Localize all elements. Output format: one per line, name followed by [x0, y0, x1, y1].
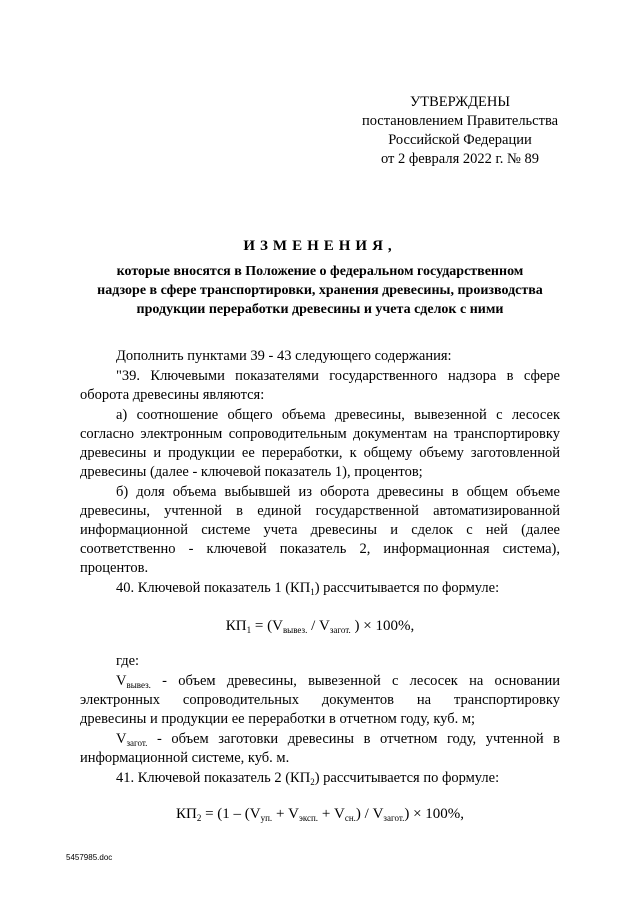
- var-v-zagot-line-1: $V_{загот.}$ - объем заготовки древесины в отчетном году, учтенной в: [116, 731, 560, 748]
- approval-line-3: от 2 февраля 2022 г. № 89: [380, 151, 540, 167]
- p39-line-1: "39. Ключевыми показателями государственного надзора в сфере: [116, 368, 560, 384]
- intro-line: Дополнить пунктами 39 - 43 следующего содержания:: [116, 348, 452, 364]
- item-a-line-2: согласно электронным сопроводительным документам на транспортировку: [80, 426, 560, 442]
- p39-line-2: оборота древесины являются:: [80, 387, 265, 403]
- footer-filename: 5457985.doc: [66, 853, 113, 862]
- item-b-line-1: б) доля объема выбывшей из оборота древесины в общем объеме: [116, 484, 560, 500]
- var-v-vyvez-line-2: электронных сопроводительных документов на транспортировку: [80, 692, 560, 708]
- formula-2: $КП_2 = (1 - (V_{уп.} + V_{эксп.} + V_{сн.}) / V_{загот.}) \times 100\%$,: [175, 806, 465, 823]
- item-a-line-3: древесины и продукции ее переработки, к общему объему заготовленной: [80, 445, 560, 461]
- item-b-line-4: соответственно - ключевой показатель 2, информационная система),: [80, 541, 560, 557]
- item-a-line-1: а) соотношение общего объема древесины, вывезенной с лесосек: [116, 407, 560, 423]
- var-v-zagot-line-2: информационной системе, куб. м.: [80, 750, 290, 766]
- approval-line-2: Российской Федерации: [388, 132, 532, 148]
- approval-line-1: постановлением Правительства: [361, 113, 559, 129]
- item-b-line-5: процентов.: [80, 560, 149, 576]
- document-subtitle: [60, 262, 580, 319]
- subtitle-line-3: продукции переработки древесины и учета сделок с ними: [136, 302, 504, 317]
- item-b-line-2: древесины, учтенной в единой государственной автоматизированной: [80, 503, 560, 519]
- item-b-line-3: информационной системе учета древесины и сделок с ней (далее: [80, 522, 560, 538]
- p41-line: 41. Ключевой показатель 2 $(КП_2)$ рассчитывается по формуле:: [116, 770, 500, 787]
- var-v-vyvez-line-3: древесины и продукции ее переработки в отчетном году, куб. м;: [80, 711, 476, 727]
- var-v-vyvez-line-1: $V_{вывез.}$ - объем древесины, вывезенной с лесосек на основании: [116, 673, 560, 690]
- subtitle-line-1: которые вносятся в Положение о федеральном государственном: [116, 264, 524, 279]
- subtitle-line-2: надзоре в сфере транспортировки, хранения древесины, производства: [97, 283, 543, 298]
- p40-line: 40. Ключевой показатель 1 $(КП_1)$ рассчитывается по формуле:: [116, 580, 500, 597]
- document-title: ИЗМЕНЕНИЯ,: [243, 238, 397, 254]
- formula-1: $КП_1 = (V_{вывез.} / V_{загот.}$ ) × 100%,: [225, 618, 415, 635]
- approval-title: УТВЕРЖДЕНЫ: [409, 94, 511, 110]
- item-a-line-4: древесины (далее - ключевой показатель 1), процентов;: [80, 464, 423, 480]
- where-label: где:: [116, 653, 140, 669]
